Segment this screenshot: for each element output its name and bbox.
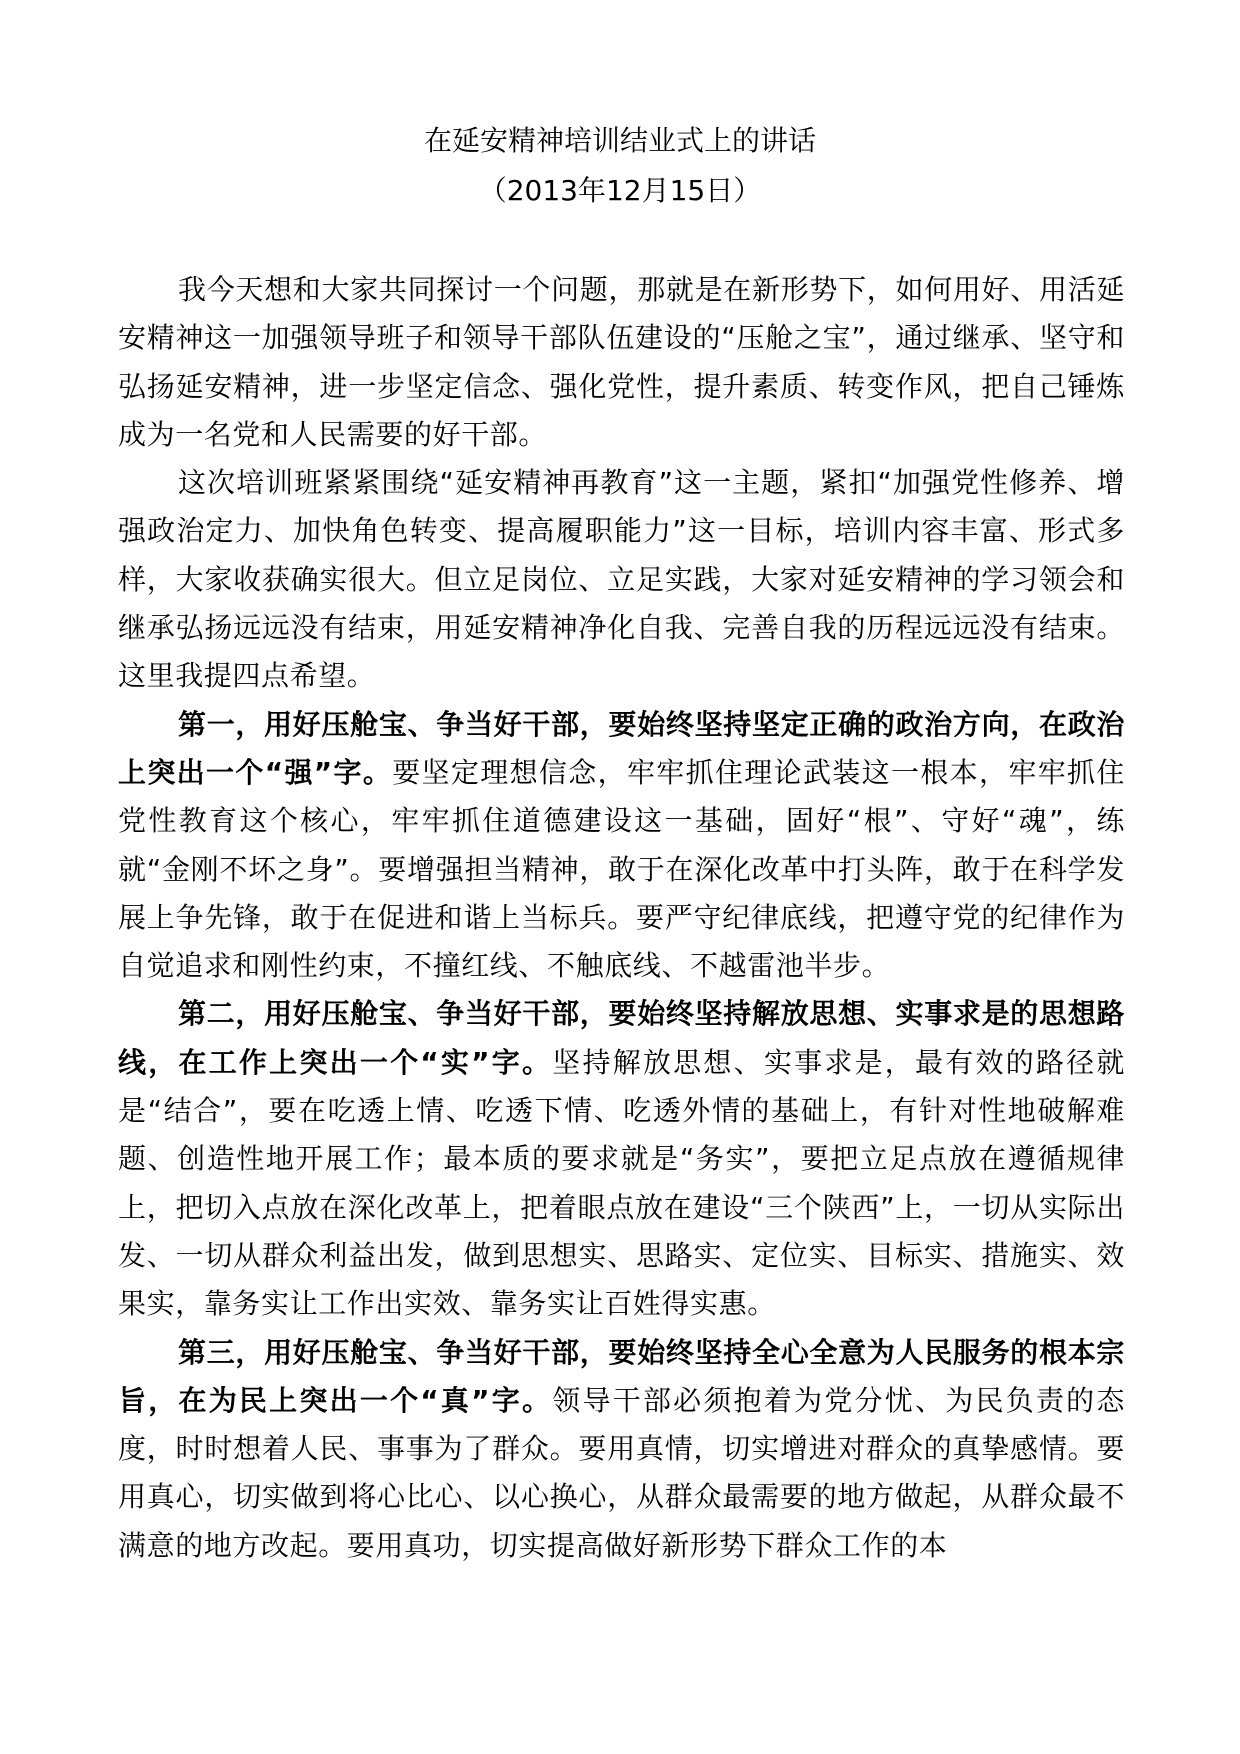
paragraph-1 bbox=[118, 266, 1125, 459]
paragraph-2-text: 这次培训班紧紧围绕“延安精神再教育”这一主题，紧扣“加强党性修养、增强政治定力、加快角色转变、提高履职能力”这一目标，培训内容丰富、形式多样，大家收获确实很大。但立足岗位、立足实践，大家对延安精神的学习领会和继承弘扬远远没有结束，用延安精神净化自我、完善自我的历程远远没有结束。这里我提四点希望。 bbox=[118, 466, 1125, 693]
paragraph-5-text: 领导干部必须抱着为党分忧、为民负责的态度，时时想着人民、事事为了群众。要用真情，切实增进对群众的真挚感情。要用真心，切实做到将心比心、以心换心，从群众最需要的地方做起，从群众最不满意的地方改起。要用真功，切实提高做好新形势下群众工作的本 bbox=[118, 1383, 1126, 1562]
paragraph-3 bbox=[118, 701, 1125, 991]
paragraph-5 bbox=[118, 1329, 1125, 1570]
paragraph-4-text: 坚持解放思想、实事求是，最有效的路径就是“结合”，要在吃透上情、吃透下情、吃透外情的基础上，有针对性地破解难题、创造性地开展工作；最本质的要求就是“务实”，要把立足点放在遵循规律上，把切入点放在深化改革上，把着眼点放在建设“三个陕西”上，一切从实际出发、一切从群众利益出发，做到思想实、思路实、定位实、目标实、措施实、效果实，靠务实让工作出实效、靠务实让百姓得实惠。 bbox=[118, 1045, 1126, 1321]
paragraph-3-lead: 第一，用好压舱宝、争当好干部，要始终坚持坚定正确的政治方向，在政治上突出一个“强”字。 bbox=[118, 707, 1125, 789]
paragraph-4 bbox=[118, 990, 1125, 1328]
document-date: （2013年12月15日） bbox=[478, 174, 762, 207]
document-header bbox=[0, 116, 1240, 216]
paragraph-4-lead: 第二，用好压舱宝、争当好干部，要始终坚持解放思想、实事求是的思想路线，在工作上突出一个“实”字。 bbox=[118, 997, 1125, 1079]
paragraph-2 bbox=[118, 459, 1125, 700]
document-title: 在延安精神培训结业式上的讲话 bbox=[423, 124, 816, 157]
paragraph-3-text: 要坚定理想信念，牢牢抓住理论武装这一根本，牢牢抓住党性教育这个核心，牢牢抓住道德建设这一基础，固好“根”、守好“魂”，练就“金刚不坏之身”。要增强担当精神，敢于在深化改革中打头阵，敢于在科学发展上争先锋，敢于在促进和谐上当标兵。要严守纪律底线，把遵守党的纪律作为自觉追求和刚性约束，不撞红线、不触底线、不越雷池半步。 bbox=[118, 755, 1125, 983]
paragraph-5-lead: 第三，用好压舱宝、争当好干部，要始终坚持全心全意为人民服务的根本宗旨，在为民上突出一个“真”字。 bbox=[118, 1335, 1125, 1417]
document-body bbox=[118, 266, 1125, 1570]
paragraph-1-text: 我今天想和大家共同探讨一个问题，那就是在新形势下，如何用好、用活延安精神这一加强领导班子和领导干部队伍建设的“压舱之宝”，通过继承、坚守和弘扬延安精神，进一步坚定信念、强化党性，提升素质、转变作风，把自己锤炼成为一名党和人民需要的好干部。 bbox=[118, 273, 1125, 451]
